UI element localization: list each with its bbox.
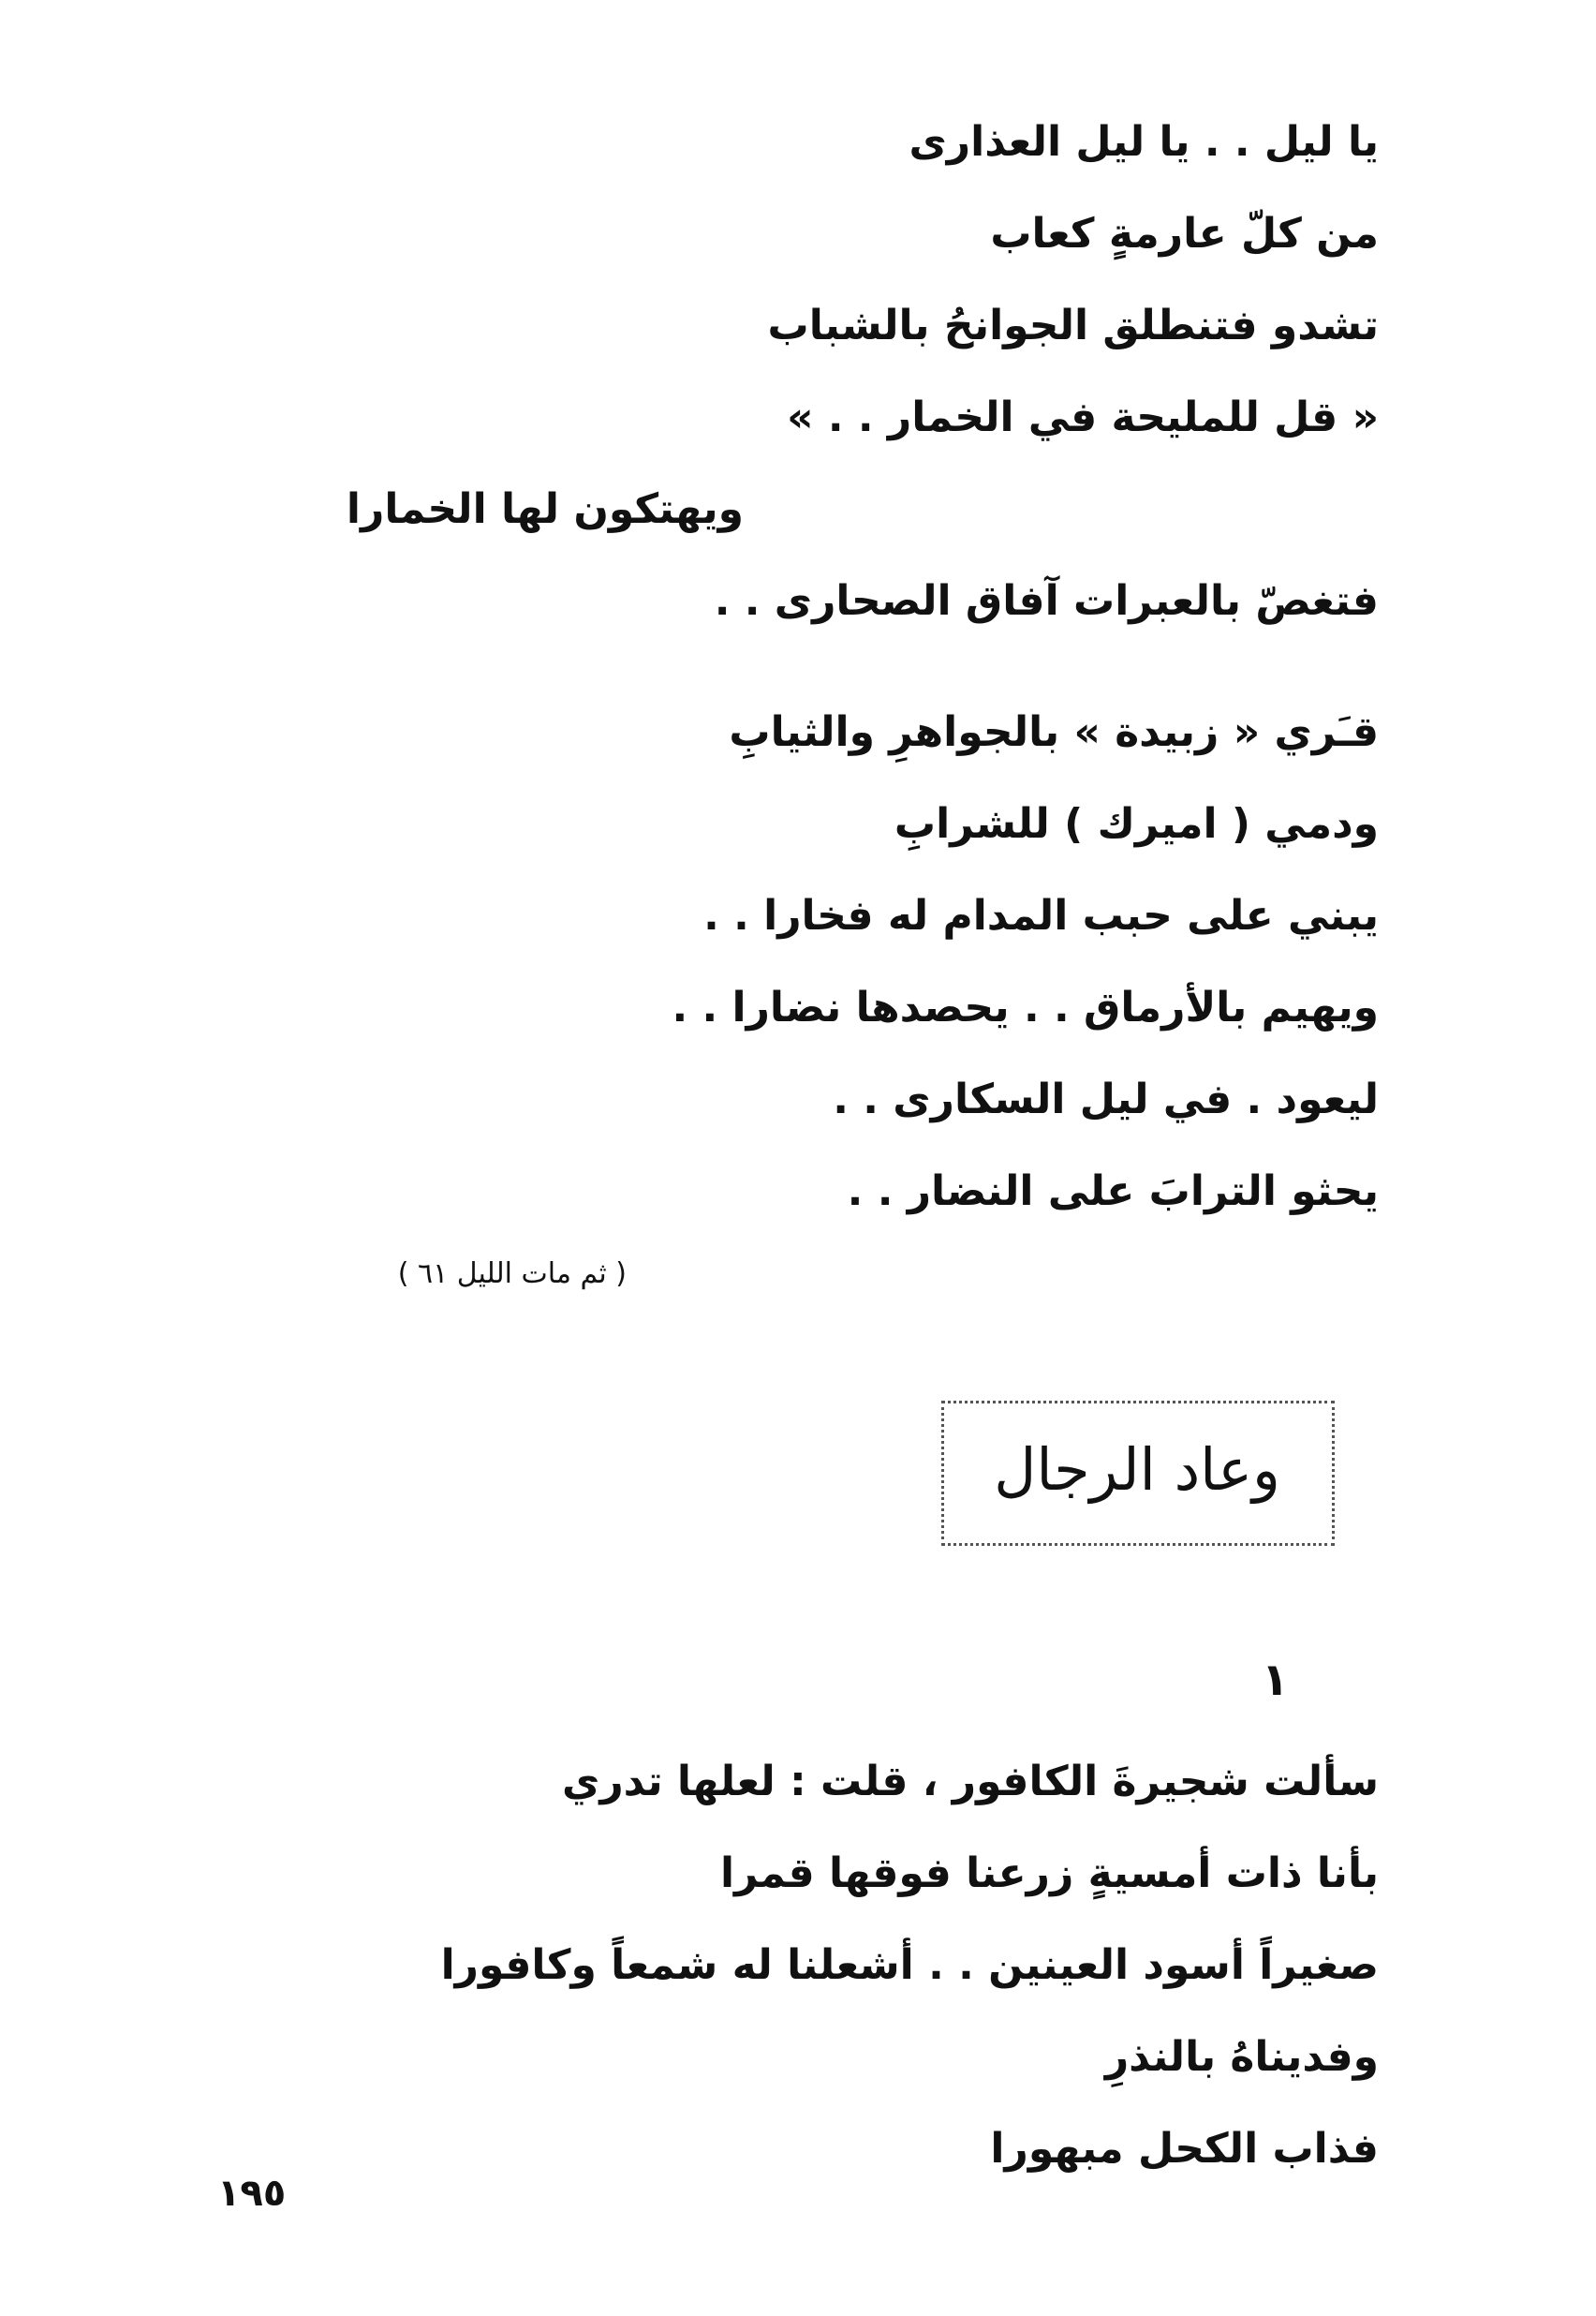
poem2-line-2: بأنا ذات أمسيةٍ زرعنا فوقها قمرا: [719, 1849, 1379, 1897]
poem1-line-9: يبني على حبب المدام له فخارا . .: [703, 892, 1379, 940]
section-title-box: [941, 1401, 1335, 1546]
poem1-line-5: ويهتكون لها الخمارا: [346, 485, 744, 533]
poem1-line-10: ويهيم بالأرماق . . يحصدها نضارا . .: [672, 984, 1379, 1032]
poem2-line-4: وفديناهُ بالنذرِ: [1104, 2033, 1379, 2081]
poem2-line-3: صغيراً أسود العينين . . أشعلنا له شمعاً وكافورا: [440, 1941, 1379, 1989]
poem1-line-2: من كلّ عارمةٍ كعاب: [990, 210, 1379, 258]
poem2-line-5: فذاب الكحل مبهورا: [990, 2125, 1379, 2173]
poem1-footnote: ( ثم مات الليل ٦١ ): [397, 1257, 627, 1290]
poem1-line-8: ودمي ( اميرك ) للشرابِ: [894, 800, 1379, 848]
poem1-line-1: يا ليل . . يا ليل العذارى: [909, 118, 1379, 166]
page-number: ١٩٥: [217, 2172, 287, 2215]
poem1-line-7: قـَري « زبيدة » بالجواهرِ والثيابِ: [729, 708, 1379, 756]
poem2-line-1: سألت شجيرةَ الكافور ، قلت : لعلها تدري: [562, 1758, 1379, 1805]
poem1-line-3: تشدو فتنطلق الجوانحُ بالشباب: [767, 302, 1379, 349]
poem1-line-12: يحثو الترابَ على النضار . .: [847, 1167, 1379, 1215]
section-number: ١: [1261, 1654, 1289, 1706]
poem1-line-6: فتغصّ بالعبرات آفاق الصحارى . .: [714, 577, 1379, 625]
poem1-line-11: ليعود . في ليل السكارى . .: [833, 1076, 1379, 1123]
section-title: وعاد الرجال: [994, 1435, 1280, 1504]
poem1-line-4: « قل للمليحة في الخمار . . »: [787, 393, 1379, 441]
